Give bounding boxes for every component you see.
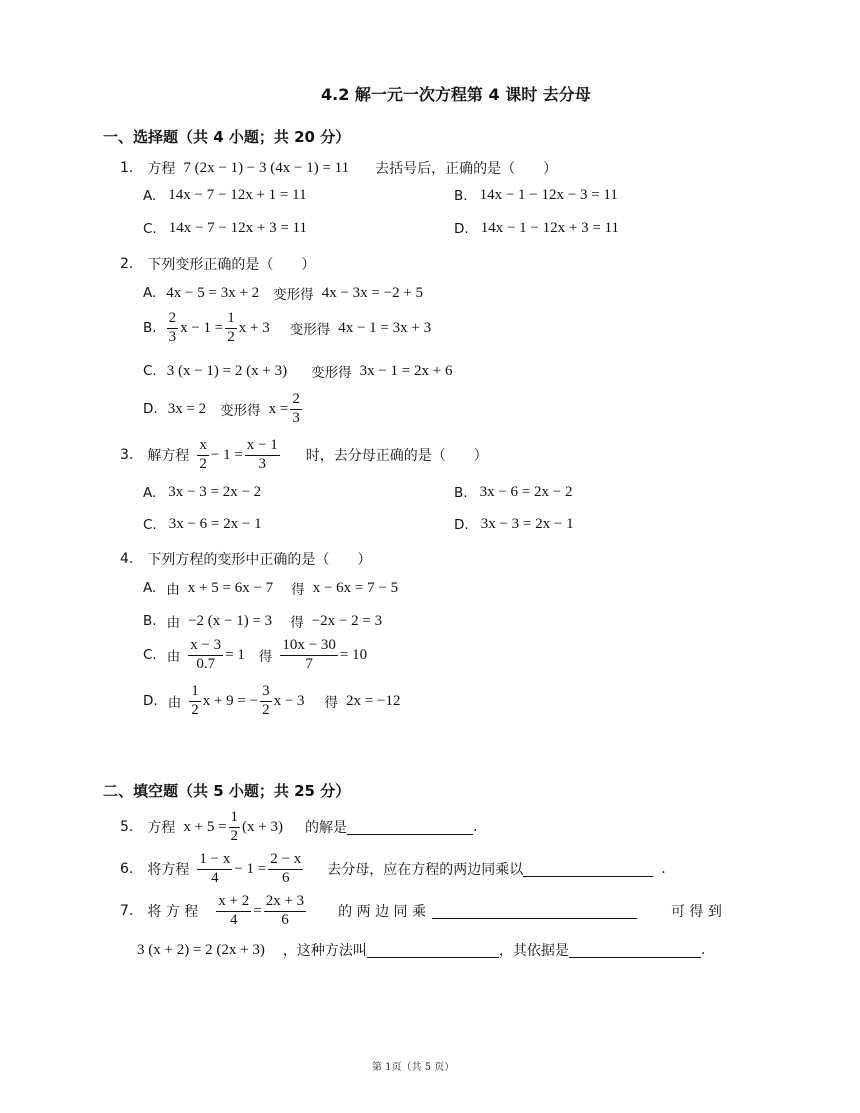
fraction: $\frac{1 - x}{4}$ <box>199 851 231 886</box>
option-right: 4x − 1 = 3x + 3 <box>338 319 432 336</box>
option-text: 3x − 3 = 2x − 2 <box>168 484 262 500</box>
option-label: A. <box>143 285 157 301</box>
option-label: A. <box>143 484 157 501</box>
fraction: $\frac{2x + 3}{6}$ <box>265 893 305 928</box>
expr-part: = 10 <box>339 646 368 663</box>
word-de: 得 <box>258 649 273 666</box>
option-c[interactable] <box>143 220 307 237</box>
section-heading-choice: 一、选择题（共 4 小题；共 20 分） <box>103 128 351 146</box>
question-stem: 下列方程的变形中正确的是（ ） <box>147 552 372 568</box>
question-tail-2: 可 得 到 <box>670 904 722 921</box>
option-label: D. <box>454 220 469 237</box>
option-a[interactable] <box>143 484 261 501</box>
option-left: x + 5 = 6x − 7 <box>187 579 274 596</box>
word-you: 由 <box>166 615 181 631</box>
question-6 <box>120 852 666 887</box>
question-5 <box>120 810 477 845</box>
expr-part: = 1 <box>225 646 245 663</box>
question-number: 1. <box>120 160 134 176</box>
option-text: 14x − 7 − 12x + 1 = 11 <box>168 187 307 203</box>
option-a[interactable] <box>143 283 423 303</box>
question-number: 7. <box>120 903 134 920</box>
option-label: D. <box>143 693 158 710</box>
expr-part: x + 9 = − <box>202 692 259 709</box>
option-right: 2x = −12 <box>346 692 401 709</box>
fraction: $\frac{x + 2}{4}$ <box>218 893 250 928</box>
question-number: 4. <box>120 551 134 567</box>
option-label: C. <box>143 647 157 664</box>
option-a[interactable] <box>143 187 307 204</box>
fraction: $\frac{1}{2}$ <box>227 310 235 345</box>
option-text: 3x − 6 = 2x − 1 <box>168 516 262 532</box>
option-d[interactable] <box>143 392 304 427</box>
option-right: x = <box>268 400 289 417</box>
question-tail: 时，去分母正确的是（ ） <box>305 448 488 465</box>
question-tail: 去分母，应在方程的两边同乘以 <box>327 862 524 879</box>
answer-blank[interactable] <box>569 943 701 958</box>
fraction: $\frac{x - 3}{0.7}$ <box>190 637 222 672</box>
answer-blank[interactable] <box>523 862 653 877</box>
question-3 <box>120 438 488 473</box>
question-number: 2. <box>120 256 134 272</box>
option-c[interactable] <box>143 516 262 533</box>
option-label: C. <box>143 516 157 533</box>
word-you: 由 <box>166 582 180 598</box>
option-mid: 变形得 <box>311 365 352 381</box>
expr-part: − 1 = <box>234 860 267 877</box>
end-punct: . <box>661 861 666 878</box>
option-d[interactable] <box>143 684 400 719</box>
option-right: 3x − 1 = 2x + 6 <box>359 362 453 379</box>
question-number: 3. <box>120 447 134 464</box>
option-text: 3x − 6 = 2x − 2 <box>479 484 573 500</box>
option-label: B. <box>454 187 468 204</box>
equation: 7 (2x − 1) − 3 (4x − 1) = 11 <box>183 159 350 176</box>
option-right: x − 6x = 7 − 5 <box>312 579 399 596</box>
question-number: 5. <box>120 819 134 836</box>
option-mid: 变形得 <box>289 322 331 339</box>
fraction: $\frac{2}{3}$ <box>292 391 300 426</box>
expr-part: x + 5 = <box>183 818 227 835</box>
option-c[interactable] <box>143 638 367 673</box>
option-d[interactable] <box>454 516 574 533</box>
option-b[interactable] <box>454 484 572 501</box>
option-left: 3x = 2 <box>167 400 207 417</box>
option-left: −2 (x − 1) = 3 <box>188 612 273 629</box>
fraction: $\frac{2}{3}$ <box>168 310 177 345</box>
equation: 3 (x + 2) = 2 (2x + 3) <box>137 941 265 958</box>
question-lead: 将方程 <box>147 862 190 879</box>
question-stem: 下列变形正确的是（ ） <box>147 257 316 273</box>
word-you: 由 <box>166 649 181 666</box>
fraction: $\frac{2 - x}{6}$ <box>270 851 302 886</box>
end-punct: . <box>700 942 706 958</box>
answer-blank[interactable] <box>347 820 473 835</box>
fraction: $\frac{x}{2}$ <box>199 437 207 472</box>
option-right: 4x − 3x = −2 + 5 <box>321 284 424 301</box>
expr-part: = <box>253 902 262 919</box>
question-number: 6. <box>120 861 134 878</box>
text-part: ，这种方法叫 <box>282 943 367 959</box>
question-1 <box>120 158 557 178</box>
section-heading-fill: 二、填空题（共 5 小题；共 25 分） <box>103 782 351 800</box>
option-text: 14x − 1 − 12x + 3 = 11 <box>480 220 619 236</box>
fraction: $\frac{1}{2}$ <box>230 809 239 844</box>
question-4 <box>120 549 371 569</box>
option-label: D. <box>454 516 469 533</box>
expr-part: − 1 = <box>210 446 243 463</box>
option-text: 3x − 3 = 2x − 1 <box>480 516 574 532</box>
question-lead: 方程 <box>147 820 176 837</box>
fraction: $\frac{3}{2}$ <box>262 683 270 718</box>
word-de: 得 <box>291 582 305 598</box>
option-left: 3 (x − 1) = 2 (x + 3) <box>166 362 288 379</box>
option-label: A. <box>143 580 157 596</box>
word-de: 得 <box>324 695 339 712</box>
expr-part: x − 1 = <box>180 319 224 336</box>
expr-part: x − 3 <box>273 692 305 709</box>
text-part: ，其依据是 <box>498 943 569 959</box>
option-label: D. <box>143 401 158 418</box>
option-b[interactable] <box>454 187 618 204</box>
option-left: 4x − 5 = 3x + 2 <box>166 284 260 301</box>
answer-blank[interactable] <box>367 943 499 958</box>
option-label: B. <box>454 484 468 501</box>
option-b[interactable] <box>143 311 431 346</box>
option-label: B. <box>143 320 157 337</box>
option-label: B. <box>143 613 157 629</box>
question-tail: 的 两 边 同 乘 <box>338 904 426 921</box>
expr-part: (x + 3) <box>242 818 283 835</box>
option-a[interactable] <box>143 578 398 598</box>
word-you: 由 <box>167 695 182 712</box>
question-lead: 解方程 <box>147 448 190 465</box>
question-2 <box>120 254 315 274</box>
fraction: $\frac{x - 1}{3}$ <box>246 437 278 472</box>
option-text: 14x − 7 − 12x + 3 = 11 <box>168 220 307 236</box>
question-7 <box>120 894 722 929</box>
option-d[interactable] <box>454 220 619 237</box>
page-title: 4.2 解一元一次方程第 4 课时 去分母 <box>321 85 591 104</box>
question-tail: 去括号后，正确的是（ ） <box>375 161 558 177</box>
word-de: 得 <box>290 615 304 631</box>
option-label: A. <box>143 187 157 204</box>
option-text: 14x − 1 − 12x − 3 = 11 <box>479 187 618 203</box>
option-label: C. <box>143 363 157 379</box>
fraction: $\frac{1}{2}$ <box>191 683 199 718</box>
answer-blank[interactable] <box>432 904 637 919</box>
option-c[interactable] <box>143 361 452 381</box>
question-lead: 方程 <box>147 161 176 177</box>
expr-part: x + 3 <box>238 319 270 336</box>
question-tail: 的解是 <box>304 820 347 837</box>
end-punct: . <box>472 819 478 836</box>
question-7-line-2 <box>137 940 705 960</box>
question-lead: 将 方 程 <box>147 904 199 921</box>
option-label: C. <box>143 220 157 237</box>
page-footer: 第 1页（共 5 页） <box>372 1062 455 1073</box>
option-right: −2x − 2 = 3 <box>311 612 383 629</box>
option-mid: 变形得 <box>220 403 261 420</box>
option-mid: 变形得 <box>273 287 314 303</box>
option-b[interactable] <box>143 611 382 631</box>
fraction: $\frac{10x - 30}{7}$ <box>282 637 336 672</box>
